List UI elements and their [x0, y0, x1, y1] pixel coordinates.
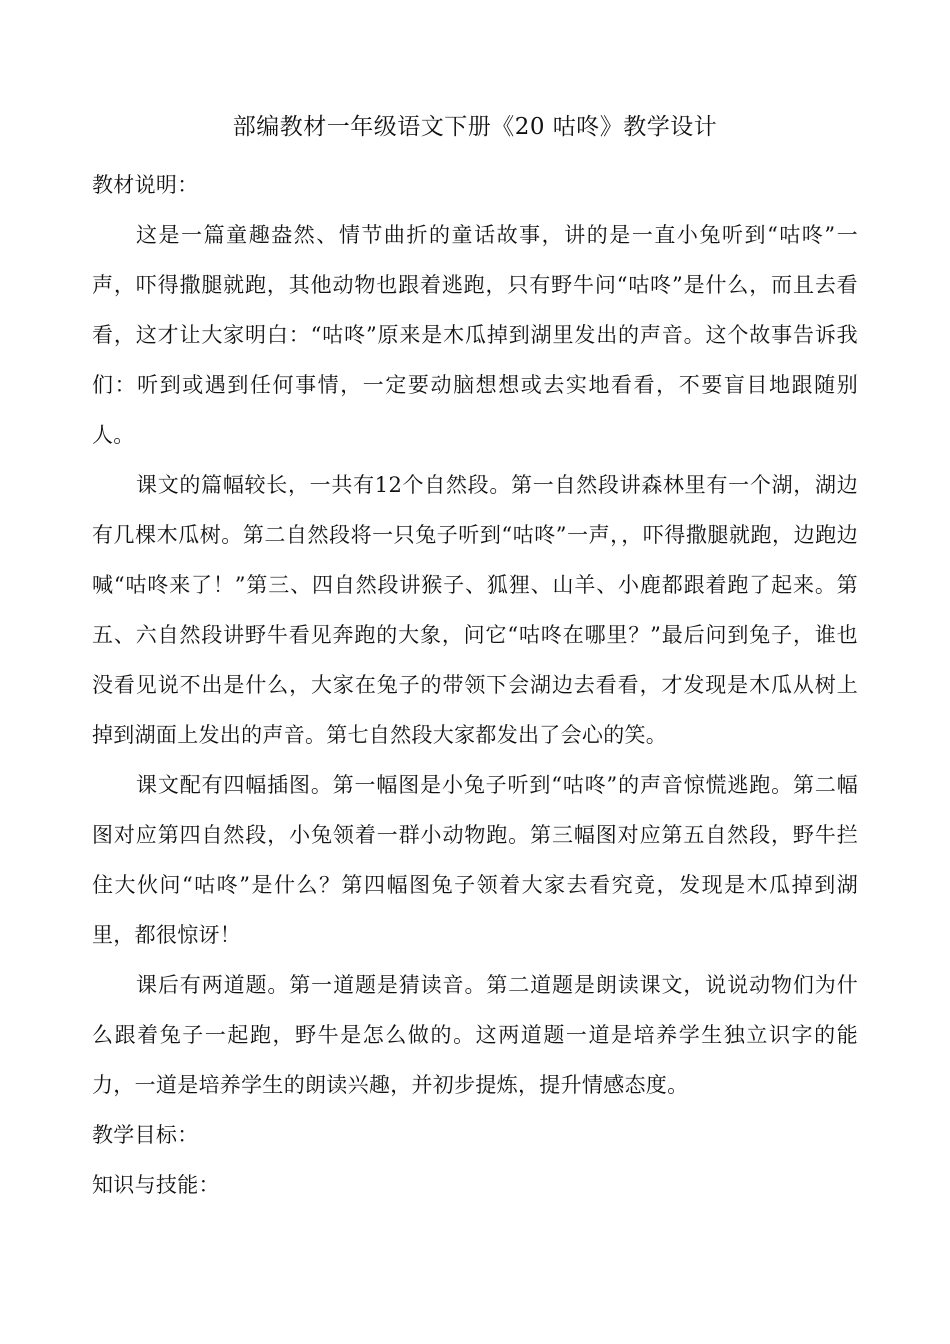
paragraph-structure: 课文的篇幅较长，一共有12个自然段。第一自然段讲森林里有一个湖，湖边有几棵木瓜树。第二自然段将一只兔子听到“咕咚”一声，，吓得撒腿就跑，边跑边喊“咕咚来了！”第三、四自然段讲猴子、狐狸、山羊、小鹿都跟着跑了起来。第五、六自然段讲野牛看见奔跑的大象，问它“咕咚在哪里？”最后问到兔子，谁也没看见说不出是什么，大家在兔子的带领下会湖边去看看，才发现是木瓜从树上掉到湖面上发出的声音。第七自然段大家都发出了会心的笑。 — [92, 473, 858, 747]
document-body — [92, 160, 858, 1210]
section-heading-goals: 教学目标： — [92, 1123, 199, 1147]
section-heading-knowledge: 知识与技能： — [92, 1173, 220, 1197]
document-title: 部编教材一年级语文下册《20 咕咚》教学设计 — [232, 114, 718, 140]
paragraph-story-summary: 这是一篇童趣盎然、情节曲折的童话故事，讲的是一直小兔听到“咕咚”一声，吓得撒腿就跑，其他动物也跟着逃跑，只有野牛问“咕咚”是什么，而且去看看，这才让大家明白：“咕咚”原来是木瓜掉到湖里发出的声音。这个故事告诉我们：听到或遇到任何事情，一定要动脑想想或去实地看看，不要盲目地跟随别人。 — [92, 223, 858, 447]
section-heading-material: 教材说明： — [92, 173, 199, 197]
paragraph-illustrations: 课文配有四幅插图。第一幅图是小兔子听到“咕咚”的声音惊慌逃跑。第二幅图对应第四自然段，小兔领着一群小动物跑。第三幅图对应第五自然段，野牛拦住大伙问“咕咚”是什么？第四幅图兔子领着大家去看究竟，发现是木瓜掉到湖里，都很惊讶！ — [92, 773, 858, 947]
paragraph-exercises: 课后有两道题。第一道题是猜读音。第二道题是朗读课文，说说动物们为什么跟着兔子一起跑，野牛是怎么做的。这两道题一道是培养学生独立识字的能力，一道是培养学生的朗读兴趣，并初步提炼，提升情感态度。 — [92, 973, 858, 1097]
